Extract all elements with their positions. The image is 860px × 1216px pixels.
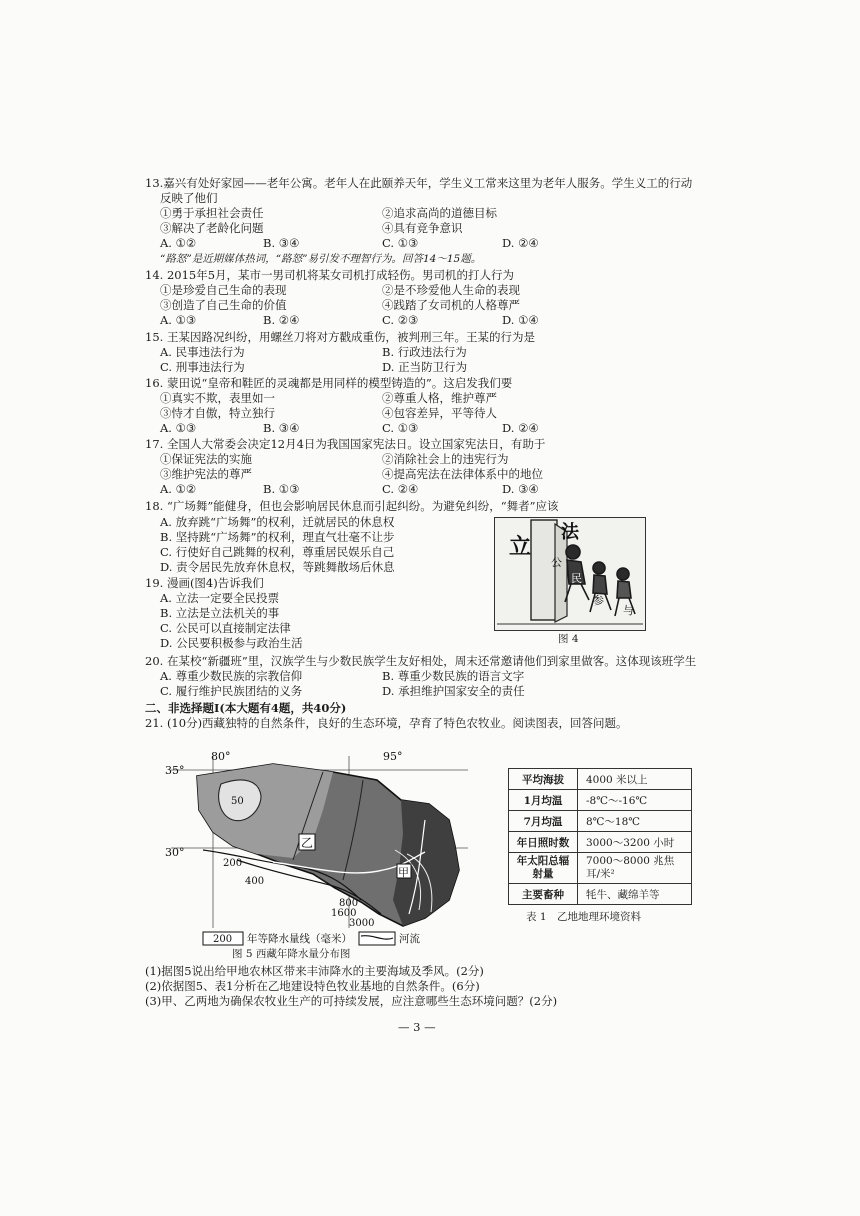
q20-choice-a: A. 尊重少数民族的宗教信仰 [160, 669, 303, 683]
cartoon-figure-4 [494, 517, 646, 631]
q14-option-1: ①是珍爱自己生命的表现 [160, 283, 287, 297]
table-1-caption: 表 1 乙地地理环境资料 [526, 911, 642, 923]
q13-option-2: ②追求高尚的道德目标 [382, 206, 497, 220]
q14-choice-a: A. ①③ [160, 313, 197, 327]
door-shape [531, 520, 557, 620]
q15-choice-d: D. 正当防卫行为 [382, 360, 468, 374]
table-row [509, 811, 692, 832]
cartoon-text-min: 民 [571, 572, 582, 585]
q17-stem: 17. 全国人大常委会决定12月4日为我国国家宪法日。设立国家宪法日，有助于 [145, 437, 546, 451]
q18-choice-b: B. 坚持跳“广场舞”的权利，理直气壮毫不让步 [160, 530, 395, 544]
table-key: 平均海拔 [509, 769, 578, 790]
table-value: 牦牛、藏绵羊等 [578, 884, 692, 905]
q17-option-2: ②消除社会上的违宪行为 [382, 452, 509, 466]
q16-choice-b: B. ③④ [263, 421, 300, 435]
q15-stem: 15. 王某因路况纠纷，用螺丝刀将对方戳成重伤，被判刑三年。王某的行为是 [145, 330, 535, 344]
table-value: 8℃～18℃ [578, 811, 692, 832]
q20-choice-d: D. 承担维护国家安全的责任 [382, 684, 525, 698]
lat-30-label: 30° [165, 846, 185, 859]
q14-choice-b: B. ②④ [263, 313, 300, 327]
cartoon-text-can: 参 [593, 594, 604, 607]
iso-50-label: 50 [231, 796, 244, 807]
lon-95-label: 95° [383, 750, 403, 763]
legend-iso-value: 200 [213, 934, 233, 945]
legend-river-label: 河流 [399, 933, 420, 945]
iso-1600-label: 1600 [331, 908, 357, 919]
table-row [509, 769, 692, 790]
q14-stem: 14. 2015年5月，某市一男司机将某女司机打成轻伤。男司机的打人行为 [145, 268, 515, 282]
q15-choice-b: B. 行政违法行为 [382, 345, 467, 359]
q21-stem: 21. (10分)西藏独特的自然条件，良好的生态环境，孕育了特色农牧业。阅读图表，回答问题。 [145, 716, 628, 730]
table-row [509, 832, 692, 853]
q20-stem: 20. 在某校“新疆班”里，汉族学生与少数民族学生友好相处，周末还常邀请他们到家里做客。这体现该班学生 [145, 654, 697, 668]
cartoon-illustration [495, 518, 645, 630]
q17-choice-b: B. ①③ [263, 482, 300, 496]
q15-choice-c: C. 刑事违法行为 [160, 360, 245, 374]
q13-option-4: ④具有竞争意识 [382, 221, 463, 235]
q19-stem: 19. 漫画(图4)告诉我们 [145, 576, 264, 590]
lat-35-label: 35° [165, 764, 185, 777]
q17-choice-a: A. ①② [160, 482, 197, 496]
map-svg [163, 750, 473, 948]
q21-sub-1: (1)据图5说出给甲地农林区带来丰沛降水的主要海域及季风。(2分) [145, 964, 484, 978]
table-value: 7000～8000 兆焦耳/米² [578, 853, 692, 884]
q18-choice-d: D. 责令居民先放弃休息权，等跳舞散场后休息 [160, 560, 395, 574]
q18-choice-a: A. 放弃跳“广场舞”的权利，迁就居民的休息权 [160, 515, 395, 529]
q13-choice-c: C. ①③ [382, 236, 419, 250]
table-value: -8℃～-16℃ [578, 790, 692, 811]
q14-option-4: ④践踏了女司机的人格尊严 [382, 298, 520, 312]
label-jia: 甲 [398, 866, 409, 879]
cartoon-text-gong: 公 [551, 556, 562, 569]
q16-choice-c: C. ①③ [382, 421, 419, 435]
q16-option-1: ①真实不欺，表里如一 [160, 391, 275, 405]
iso-400-label: 400 [245, 876, 265, 887]
iso-200-label: 200 [223, 858, 243, 869]
table-row [509, 853, 692, 884]
table-value: 4000 米以上 [578, 769, 692, 790]
table-key: 7月均温 [509, 811, 578, 832]
q16-option-2: ②尊重人格，维护尊严 [382, 391, 497, 405]
q17-option-1: ①保证宪法的实施 [160, 452, 252, 466]
q14-choice-d: D. ①④ [502, 313, 539, 327]
q19-choice-d: D. 公民要积极参与政治生活 [160, 636, 303, 650]
cartoon-text-li: 立 [509, 534, 532, 560]
q20-choice-c: C. 履行维护民族团结的义务 [160, 684, 303, 698]
q17-option-3: ③维护宪法的尊严 [160, 467, 252, 481]
table-key: 1月均温 [509, 790, 578, 811]
q17-choice-d: D. ③④ [502, 482, 539, 496]
q15-choice-a: A. 民事违法行为 [160, 345, 245, 359]
q13-stem-cont: 反映了他们 [160, 191, 218, 205]
note-14-15: “路怒”是近期媒体热词，“路怒”易引发不理智行为。回答14～15题。 [160, 253, 482, 265]
table-value: 3000～3200 小时 [578, 832, 692, 853]
q16-option-4: ④包容差异，平等待人 [382, 406, 497, 420]
page-number: — 3 — [398, 1020, 436, 1034]
legend-isoline-label: 年等降水量线（毫米） [247, 933, 352, 945]
q13-stem: 13.嘉兴有处好家园——老年公寓。老年人在此颐养天年，学生义工常来这里为老年人服务。学生义工的行动 [145, 176, 693, 190]
cartoon-text-yu: 与 [623, 604, 634, 617]
q19-choice-a: A. 立法一定要全民投票 [160, 591, 280, 605]
q14-choice-c: C. ②③ [382, 313, 419, 327]
table-1-environment [508, 768, 692, 905]
q13-choice-d: D. ②④ [502, 236, 539, 250]
q16-stem: 16. 蒙田说“皇帝和鞋匠的灵魂都是用同样的模型铸造的”。这启发我们要 [145, 376, 513, 390]
q13-choice-a: A. ①② [160, 236, 197, 250]
q19-choice-b: B. 立法是立法机关的事 [160, 606, 280, 620]
table-key: 年日照时数 [509, 832, 578, 853]
table-row [509, 884, 692, 905]
q20-choice-b: B. 尊重少数民族的语言文字 [382, 669, 525, 683]
q21-sub-3: (3)甲、乙两地为确保农牧业生产的可持续发展，应注意哪些生态环境问题？(2分) [145, 994, 558, 1008]
iso-3000-label: 3000 [349, 918, 375, 929]
q13-option-3: ③解决了老龄化问题 [160, 221, 264, 235]
q19-choice-c: C. 公民可以直接制定法律 [160, 621, 291, 635]
q16-choice-a: A. ①③ [160, 421, 197, 435]
q17-choice-c: C. ②④ [382, 482, 419, 496]
q13-option-1: ①勇于承担社会责任 [160, 206, 264, 220]
q18-choice-c: C. 行使好自己跳舞的权利，尊重居民娱乐自己 [160, 545, 395, 559]
q18-stem: 18. “广场舞”能健身，但也会影响居民休息而引起纠纷。为避免纠纷，“舞者”应该 [145, 499, 559, 513]
iso-800-label: 800 [339, 898, 359, 909]
q17-option-4: ④提高宪法在法律体系中的地位 [382, 467, 543, 481]
cartoon-text-fa: 法 [561, 522, 579, 543]
figure-4-caption: 图 4 [558, 633, 579, 645]
q14-option-3: ③创造了自己生命的价值 [160, 298, 287, 312]
tibet-precipitation-map [163, 750, 473, 948]
figure-5-caption: 图 5 西藏年降水量分布图 [232, 948, 351, 960]
q13-choice-b: B. ③④ [263, 236, 300, 250]
q16-choice-d: D. ②④ [502, 421, 539, 435]
q14-option-2: ②是不珍爱他人生命的表现 [382, 283, 520, 297]
section-2-heading: 二、非选择题Ⅰ(本大题有4题，共40分) [145, 701, 347, 715]
q21-sub-2: (2)依据图5、表1分析在乙地建设特色牧业基地的自然条件。(6分) [145, 979, 480, 993]
table-key: 年太阳总辐射量 [509, 853, 578, 884]
lon-80-label: 80° [211, 750, 231, 763]
table-row [509, 790, 692, 811]
table-key: 主要畜种 [509, 884, 578, 905]
q16-option-3: ③恃才自傲，特立独行 [160, 406, 275, 420]
label-yi: 乙 [301, 836, 314, 850]
